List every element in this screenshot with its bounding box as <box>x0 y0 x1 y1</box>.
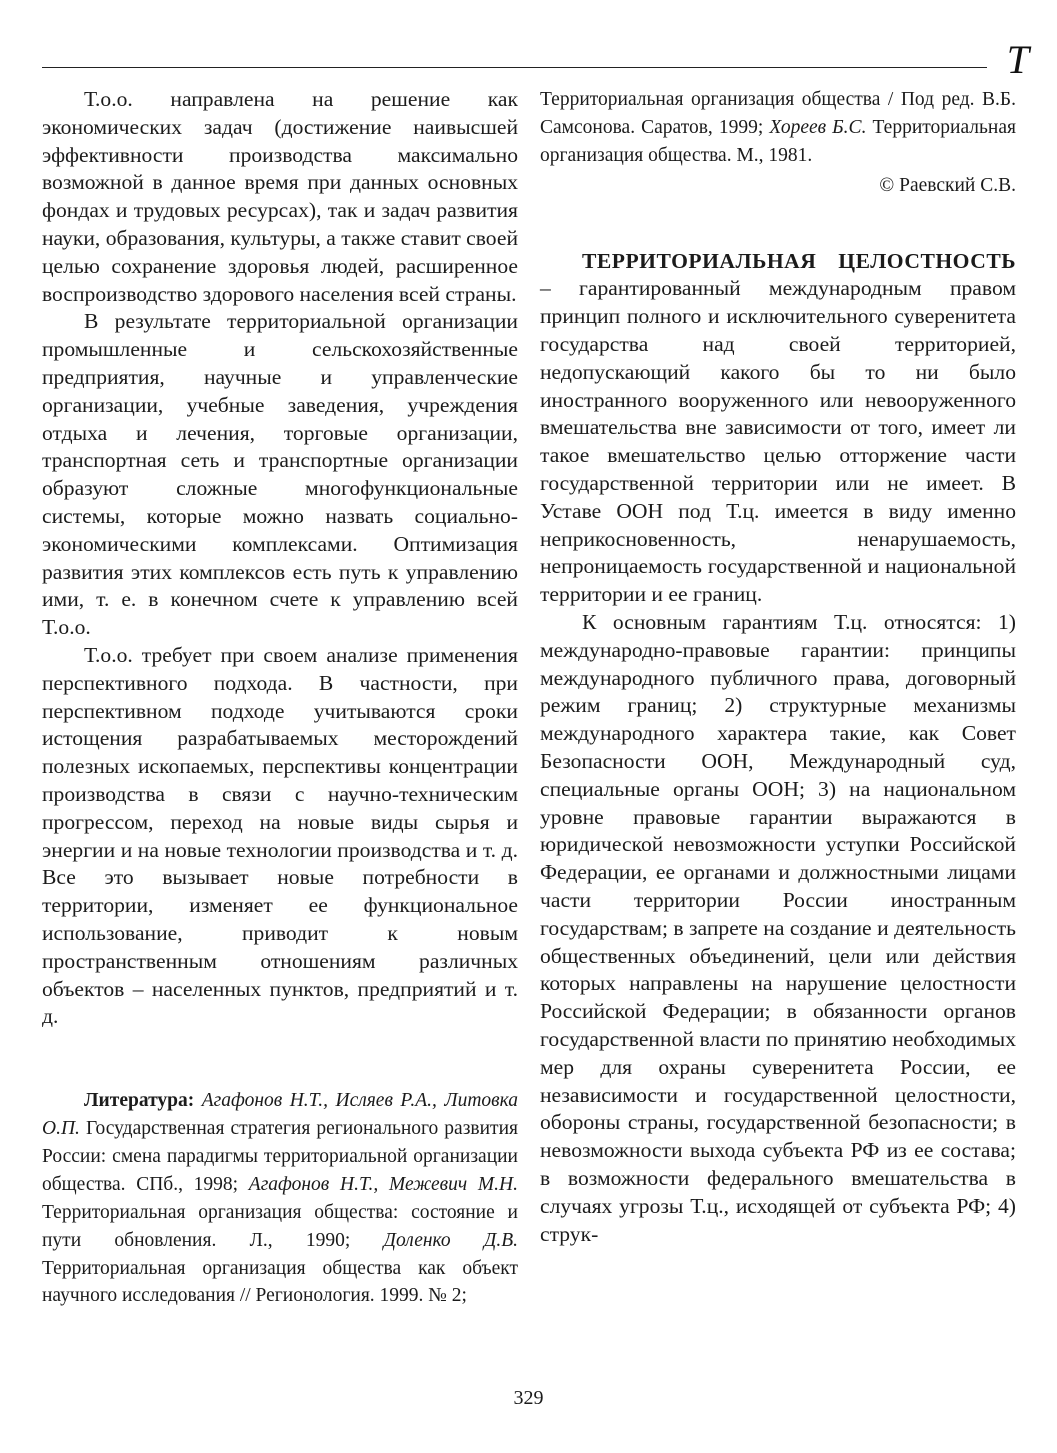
literature-text: Государственная стратегия регионального развития России: смена парадигмы территориальной организации общества. СПб., 1998; <box>42 1118 518 1195</box>
section-letter: Т <box>1006 37 1029 82</box>
paragraph: Т.о.о. требует при своем анализе применения перспективного подхода. В частности, при перспективном подходе учитываются сроки истощения разрабатываемых месторождений полезных ископаемых, перспективы концентрации производства в связи с научно-техническим прогрессом, переход на новые виды сырья и энергии и на новые технологии производства и т. д. Все это вызывает новые потребности в территории, изменяет ее функциональное использование, приводит к новым пространственным отношениям различных объектов – населенных пунктов, предприятий и т. д. <box>42 642 518 1029</box>
literature-text: Территориальная организация общества: состояние и пути обновления. Л., 1990; <box>42 1201 518 1251</box>
literature-author: Хореев Б.С. <box>769 116 867 138</box>
literature-continuation <box>540 86 1016 170</box>
literature-text: Территориальная организация общества. М., 1981. <box>540 116 1016 166</box>
literature-label: Литература: <box>84 1090 195 1112</box>
page-number: 329 <box>513 1387 544 1409</box>
literature-text: Территориальная организация общества как объект научного исследования // Регионология. 1999. № 2; <box>42 1257 518 1307</box>
paragraph: В результате территориальной организации промышленные и сельскохозяйственные предприятия, научные и управленческие организации, учебные заведения, учреждения отдыха и лечения, торговые организации, транспортная сеть и транспортные организации образуют сложные многофункциональные системы, которые можно назвать социально-экономическими комплексами. Оптимизация развития этих комплексов есть путь к управлению ими, т. е. в конечном счете к управлению всей Т.о.о. <box>42 309 518 640</box>
spacer <box>540 200 1016 248</box>
right-column <box>540 86 1016 1248</box>
paragraph: К основным гарантиям Т.ц. относятся: 1) международно-правовые гарантии: принципы международного публичного права, договорный режим границ; 2) структурные механизмы международного характера такие, как Совет Безопасности ООН, Международный суд, специальные органы ООН; 3) на национальном уровне правовые гарантии выражаются в юридической невозможности уступки Российской Федерации, ее органами и должностными лицами части территории России иностранным государствам; в запрете на создание и деятельность общественных объединений, цели или действия которых направлены на нарушение целостности Российской Федерации; в обязанности органов государственной власти по принятию необходимых мер для охраны суверенитета России, ее независимости и государственной целостности, обороны страны, государственной безопасности; в невозможности выхода субъекта РФ из ее состава; в возможности федерального вмешательства в случаях угрозы Т.ц., исходящей от субъекта РФ; 4) струк- <box>540 609 1016 1246</box>
literature-author: Доленко Д.В. <box>383 1229 519 1251</box>
entry-term: ТЕРРИТОРИАЛЬНАЯ ЦЕЛОСТНОСТЬ <box>582 248 1016 273</box>
literature-author: Агафонов Н.Т., Исляев Р.А., Литовка О.П. <box>42 1090 518 1139</box>
paragraph: Т.о.о. направлена на решение как экономических задач (достижение наивысшей эффективности производства максимально возможной в данное время при данных основных фондах и трудовых ресурсах), так и задач развития науки, образования, культуры, а также ставит своей целью сохранение здоровья людей, расширенное воспроизводство здорового населения всей страны. <box>42 87 518 306</box>
copyright-author: © Раевский С.В. <box>879 174 1016 196</box>
literature-author: Агафонов Н.Т., Межевич М.Н. <box>248 1173 518 1195</box>
header-rule <box>42 67 987 68</box>
literature-text: Территориальная организация общества / Под ред. В.Б. Самсонова. Саратов, 1999; <box>540 89 1016 138</box>
left-column <box>42 86 518 1310</box>
entry-definition: – гарантированный международным правом принцип полного и исключительного суверенитета государства над своей территорией, недопускающий какого бы то ни было иностранного вооруженного или невооруженного вмешательства вне зависимости от того, имеет ли такое вмешательство целью отторжение части государственной территории или не имеет. В Уставе ООН под Т.ц. имеется в виду именно неприкосновенность, ненарушаемость, непроницаемость государственной и национальной территории и ее границ. <box>540 276 1016 607</box>
spacer <box>42 1031 518 1087</box>
entry-paragraph <box>540 248 1016 609</box>
literature-list <box>42 1087 518 1310</box>
